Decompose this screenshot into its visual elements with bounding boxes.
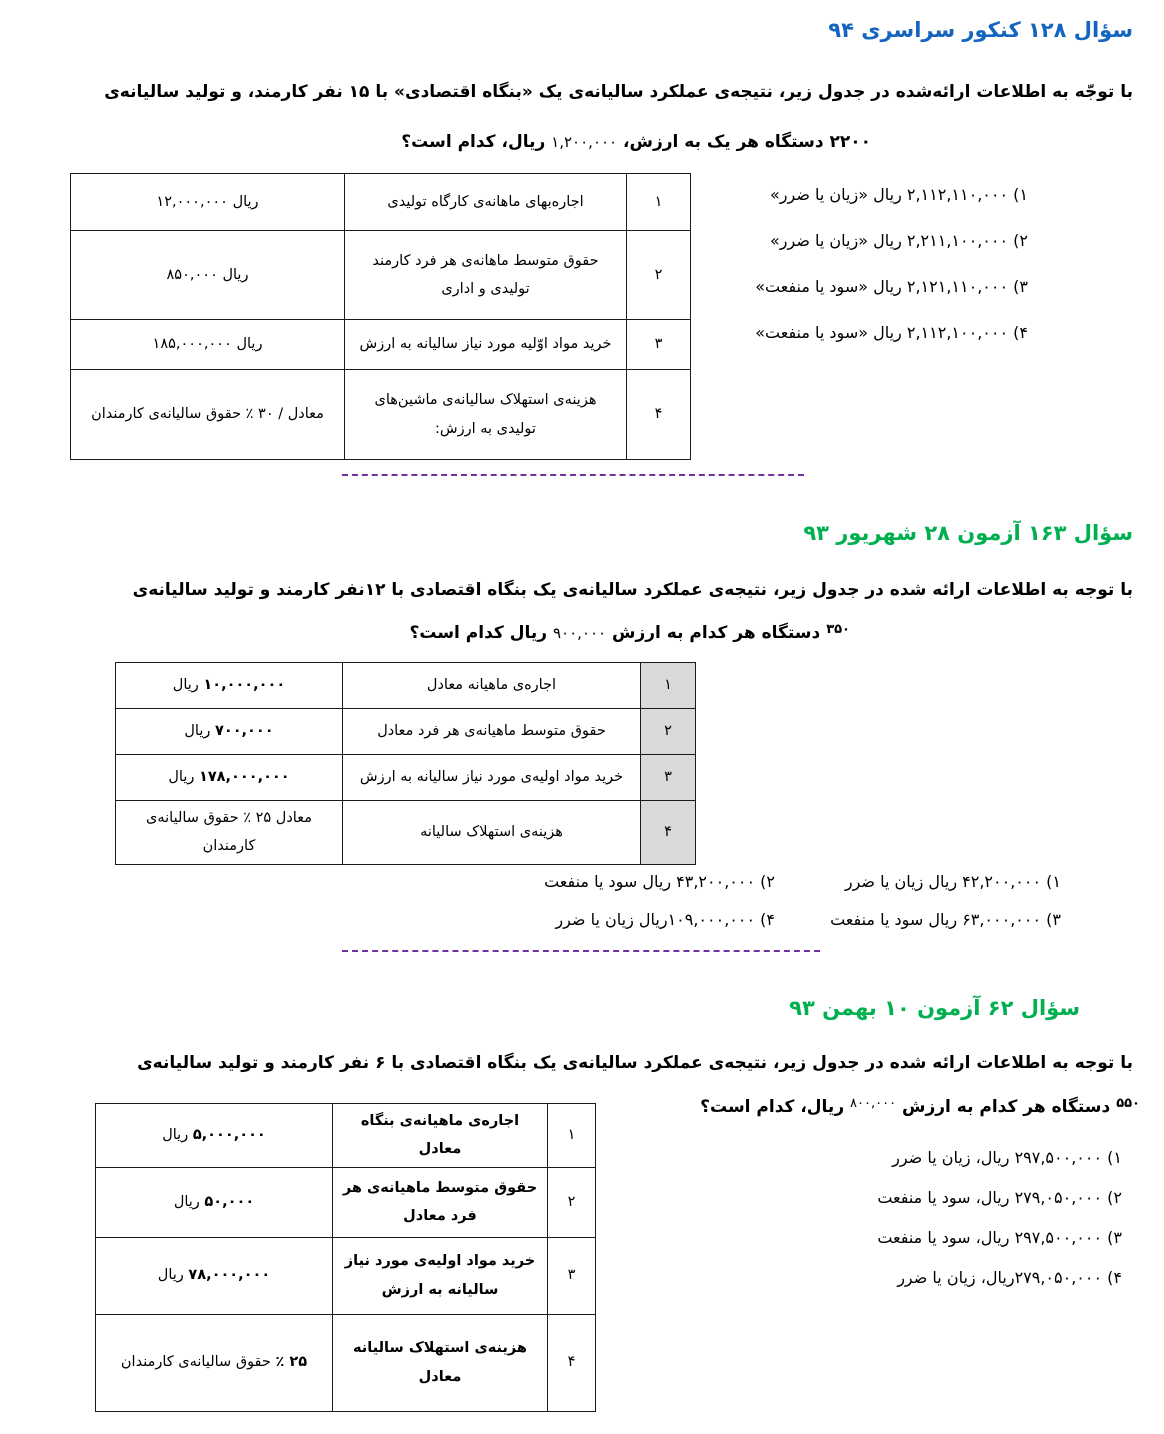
row-value (116, 755, 343, 801)
row-label: هزینه‌ی استهلاک سالیانه (343, 801, 641, 865)
table-row (96, 1167, 596, 1237)
row-number: ۱ (548, 1104, 596, 1168)
table-row (71, 320, 691, 370)
section-separator (342, 474, 804, 476)
row-value (116, 663, 343, 709)
question1-option-2: ۲) ۲,۲۱۱,۱۰۰,۰۰۰ ریال «زیان یا ضرر» (770, 231, 1028, 250)
row-number: ۱ (641, 663, 696, 709)
row-value-unit: معادل ۲۵ ٪ حقوق سالیانه‌ی کارمندان (146, 810, 312, 855)
row-label: خرید مواد اولیه‌ی مورد نیاز سالیانه به ارزش (343, 755, 641, 801)
row-number: ۲ (641, 709, 696, 755)
table-row (71, 174, 691, 231)
question2-body-line2 (409, 622, 850, 643)
table-row (116, 709, 696, 755)
row-value-unit: ریال (232, 193, 259, 210)
row-value-amount: ۱۷۸,۰۰۰,۰۰۰ (198, 769, 290, 786)
row-value-unit: حقوق سالیانه‌ی کارمندان (120, 1354, 271, 1371)
row-value (96, 1167, 333, 1237)
section-separator (342, 950, 820, 952)
row-value (71, 174, 345, 231)
question3-production-count: ۵۵۰ (1116, 1096, 1140, 1111)
question2-body-line2-tail: ریال کدام است؟ (409, 623, 548, 643)
question2-body-line1: با توجه به اطلاعات ارائه شده در جدول زیر، نتیجه‌ی عملکرد سالیانه‌ی یک بنگاه اقتصادی با ۱۲نفر کارمند و تولید سالیانه‌ی (132, 580, 1133, 600)
table-row (96, 1104, 596, 1168)
question1-data-table (70, 173, 691, 460)
question3-unit-value: ۸۰۰,۰۰۰ (850, 1096, 897, 1111)
question1-body-line2 (401, 132, 871, 152)
row-number: ۴ (641, 801, 696, 865)
row-number: ۴ (548, 1314, 596, 1411)
row-value-amount: ۱۲,۰۰۰,۰۰۰ (156, 193, 228, 210)
question2-option-4: ۴) ۱۰۹,۰۰۰,۰۰۰ریال زیان یا ضرر (555, 910, 775, 929)
row-value (96, 1314, 333, 1411)
question1-title: سؤال ۱۲۸ کنکور سراسری ۹۴ (828, 18, 1133, 42)
row-value-unit: ریال (162, 1127, 189, 1144)
row-label: حقوق متوسط ماهانه‌ی هر فرد کارمند تولیدی و اداری (345, 231, 627, 320)
row-value-unit: ریال (157, 1267, 184, 1284)
row-label: خرید مواد اولیه‌ی مورد نیاز سالیانه به ارزش (333, 1237, 548, 1314)
question1-option-4: ۴) ۲,۱۱۲,۱۰۰,۰۰۰ ریال «سود یا منفعت» (755, 323, 1028, 342)
question3-body-line2 (700, 1096, 1140, 1117)
row-number: ۲ (548, 1167, 596, 1237)
row-value (96, 1237, 333, 1314)
row-value-amount: ۵,۰۰۰,۰۰۰ (192, 1127, 266, 1144)
row-value-amount: ۷۰۰,۰۰۰ (215, 723, 274, 740)
row-number: ۲ (627, 231, 691, 320)
question3-option-4: ۴) ۲۷۹,۰۵۰,۰۰۰ریال، زیان یا ضرر (897, 1268, 1122, 1287)
row-label: اجاره‌بهای ماهانه‌ی کارگاه تولیدی (345, 174, 627, 231)
question2-data-table (115, 662, 696, 865)
row-value (96, 1104, 333, 1168)
question2-option-2: ۲) ۴۳,۲۰۰,۰۰۰ ریال سود یا منفعت (544, 872, 775, 891)
row-value-amount: ۱۰,۰۰۰,۰۰۰ (203, 677, 286, 694)
row-value-unit: ریال (168, 769, 195, 786)
row-number: ۳ (548, 1237, 596, 1314)
question3-option-2: ۲) ۲۷۹,۰۵۰,۰۰۰ ریال، سود یا منفعت (877, 1188, 1122, 1207)
row-label: حقوق متوسط ماهیانه‌ی هر فرد معادل (343, 709, 641, 755)
row-label: حقوق متوسط ماهیانه‌ی هر فرد معادل (333, 1167, 548, 1237)
question2-production-count: ۳۵۰ (826, 622, 850, 637)
row-number: ۱ (627, 174, 691, 231)
question1-body-line1: با توجّه به اطلاعات ارائه‌شده در جدول زیر، نتیجه‌ی عملکرد سالیانه‌ی یک «بنگاه اقتصادی» با ۱۵ نفر کارمند، و تولید سالیانه‌ی (104, 82, 1133, 102)
row-label: خرید مواد اوّلیه مورد نیاز سالیانه به ارزش (345, 320, 627, 370)
question1-body-line2-text: دستگاه هر یک به ارزش، (623, 132, 824, 152)
row-value-amount: ۸۵۰,۰۰۰ (166, 266, 218, 283)
row-value (116, 709, 343, 755)
question3-body-line2-text: دستگاه هر کدام به ارزش (901, 1097, 1111, 1117)
row-value-amount: ۷۸,۰۰۰,۰۰۰ (188, 1267, 271, 1284)
row-value (71, 370, 345, 460)
table-row (116, 801, 696, 865)
row-value-unit: ریال (222, 266, 249, 283)
question1-body-line2-tail: ریال، کدام است؟ (401, 132, 546, 152)
question3-option-1: ۱) ۲۹۷,۵۰۰,۰۰۰ ریال، زیان یا ضرر (892, 1148, 1122, 1167)
row-value-unit: ریال (173, 1193, 200, 1210)
question2-option-1: ۱) ۴۲,۲۰۰,۰۰۰ ریال زیان یا ضرر (844, 872, 1061, 891)
table-row (116, 663, 696, 709)
question3-options (877, 1138, 1122, 1298)
question3-title: سؤال ۶۲ آزمون ۱۰ بهمن ۹۳ (789, 996, 1080, 1020)
question1-production-count: ۲۲۰۰ (829, 132, 871, 152)
question1-option-1: ۱) ۲,۱۱۲,۱۱۰,۰۰۰ ریال «زیان یا ضرر» (770, 185, 1028, 204)
row-label: هزینه‌ی استهلاک سالیانه معادل (333, 1314, 548, 1411)
table-row (71, 231, 691, 320)
row-value (71, 320, 345, 370)
row-value-unit: ریال (184, 723, 211, 740)
question3-data-table (95, 1103, 596, 1412)
row-label: اجاره‌ی ماهیانه‌ی بنگاه معادل (333, 1104, 548, 1168)
question1-option-3: ۳) ۲,۱۲۱,۱۱۰,۰۰۰ ریال «سود یا منفعت» (755, 277, 1028, 296)
question3-body-line2-tail: ریال، کدام است؟ (700, 1097, 845, 1117)
row-number: ۳ (627, 320, 691, 370)
question3-body-line1: با توجه به اطلاعات ارائه شده در جدول زیر، نتیجه‌ی عملکرد سالیانه‌ی یک بنگاه اقتصادی با ۶ نفر کارمند و تولید سالیانه‌ی (137, 1053, 1133, 1073)
row-value-unit: معادل / ۳۰ ٪ حقوق سالیانه‌ی کارمندان (91, 406, 324, 423)
row-value-amount: ۱۸۵,۰۰۰,۰۰۰ (152, 336, 232, 353)
row-value (71, 231, 345, 320)
row-number: ۴ (627, 370, 691, 460)
table-row (116, 755, 696, 801)
question1-options (755, 172, 1028, 356)
question2-body-line2-text: دستگاه هر کدام به ارزش (611, 623, 821, 643)
question2-option-3: ۳) ۶۳,۰۰۰,۰۰۰ ریال سود یا منفعت (830, 910, 1061, 929)
row-value-amount: ۵۰,۰۰۰ (204, 1193, 255, 1210)
row-label: هزینه‌ی استهلاک سالیانه‌ی ماشین‌های تولیدی به ارزش: (345, 370, 627, 460)
question3-option-3: ۳) ۲۹۷,۵۰۰,۰۰۰ ریال، سود یا منفعت (877, 1228, 1122, 1247)
question2-unit-value: ۹۰۰,۰۰۰ (552, 624, 607, 642)
row-label: اجاره‌ی ماهیانه معادل (343, 663, 641, 709)
row-value-unit: ریال (172, 677, 199, 694)
table-row (96, 1237, 596, 1314)
table-row (96, 1314, 596, 1411)
question2-title: سؤال ۱۶۳ آزمون ۲۸ شهریور ۹۳ (803, 521, 1133, 545)
row-value-amount: ۲۵ ٪ (275, 1354, 308, 1371)
table-row (71, 370, 691, 460)
row-number: ۳ (641, 755, 696, 801)
row-value-unit: ریال (236, 336, 263, 353)
row-value (116, 801, 343, 865)
question1-unit-value: ۱,۲۰۰,۰۰۰ (551, 133, 618, 151)
